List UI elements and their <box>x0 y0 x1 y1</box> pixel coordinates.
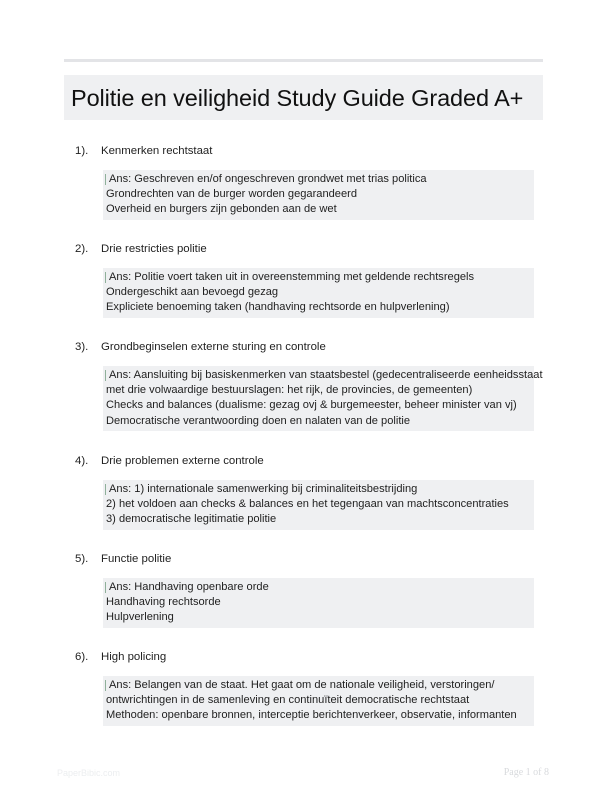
question-text: Kenmerken rechtstaat <box>101 145 213 157</box>
qa-item-4 <box>0 455 606 526</box>
answer-line: Ans: Handhaving openbare orde <box>106 580 530 595</box>
answer-line: Democratische verantwoording doen en nalaten van de politie <box>106 414 411 427</box>
question-number: 1). <box>75 145 89 157</box>
answer-line: ontwrichtingen in de samenleving en continuïteit democratische rechtstaat <box>106 694 470 707</box>
answer-line: Ans: 1) internationale samenwerking bij criminaliteitsbestrijding <box>106 482 530 497</box>
question-text: Drie restricties politie <box>101 243 207 255</box>
answer-line: Methoden: openbare bronnen, interceptie berichtenverkeer, observatie, informanten <box>106 709 517 722</box>
answer-box <box>103 366 543 431</box>
qa-item-1 <box>0 145 606 216</box>
question-number: 3). <box>75 341 89 353</box>
qa-item-3 <box>0 341 606 427</box>
question-number: 4). <box>75 455 89 467</box>
top-divider <box>64 59 543 62</box>
answer-line: Grondrechten van de burger worden gegarandeerd <box>106 188 358 201</box>
answer-line: 2) het voldoen aan checks & balances en het tegengaan van machtsconcentraties <box>106 498 509 511</box>
answer-box <box>103 268 534 318</box>
answer-line: Ans: Belangen van de staat. Het gaat om de nationale veiligheid, verstoringen/ <box>106 678 530 693</box>
answer-line: met drie volwaardige bestuurslagen: het rijk, de provincies, de gemeenten) <box>106 384 473 397</box>
question-text: Functie politie <box>101 553 172 565</box>
answer-line: Hulpverlening <box>106 611 174 624</box>
answer-line: Ans: Geschreven en/of ongeschreven grondwet met trias politica <box>106 172 530 187</box>
qa-item-2 <box>0 243 606 314</box>
title-banner <box>64 75 543 120</box>
answer-line: Ans: Aansluiting bij basiskenmerken van staatsbestel (gedecentraliseerde eenheidsstaat <box>106 368 530 383</box>
answer-line: Overheid en burgers zijn gebonden aan de wet <box>106 203 337 216</box>
answer-box <box>103 170 534 220</box>
answer-line: Ondergeschikt aan bevoegd gezag <box>106 286 279 299</box>
question-number: 2). <box>75 243 89 255</box>
question-number: 5). <box>75 553 89 565</box>
answer-line: Ans: Politie voert taken uit in overeenstemming met geldende rechtsregels <box>106 270 530 285</box>
question-text: High policing <box>101 651 167 663</box>
page-number: Page 1 of 8 <box>503 767 549 778</box>
footer-watermark: PaperBibic.com <box>57 768 121 778</box>
answer-box <box>103 480 534 530</box>
answer-line: Handhaving rechtsorde <box>106 596 221 609</box>
answer-line: Expliciete benoeming taken (handhaving rechtsorde en hulpverlening) <box>106 301 450 314</box>
qa-item-5 <box>0 553 606 624</box>
question-number: 6). <box>75 651 89 663</box>
answer-line: Checks and balances (dualisme: gezag ovj & burgemeester, beheer minister van vj) <box>106 399 517 412</box>
qa-item-6 <box>0 651 606 722</box>
question-text: Drie problemen externe controle <box>101 455 264 467</box>
answer-box <box>103 676 534 726</box>
answer-box <box>103 578 534 628</box>
page-title: Politie en veiligheid Study Guide Graded A+ <box>71 85 524 111</box>
answer-line: 3) democratische legitimatie politie <box>106 513 277 526</box>
question-text: Grondbeginselen externe sturing en controle <box>101 341 326 353</box>
